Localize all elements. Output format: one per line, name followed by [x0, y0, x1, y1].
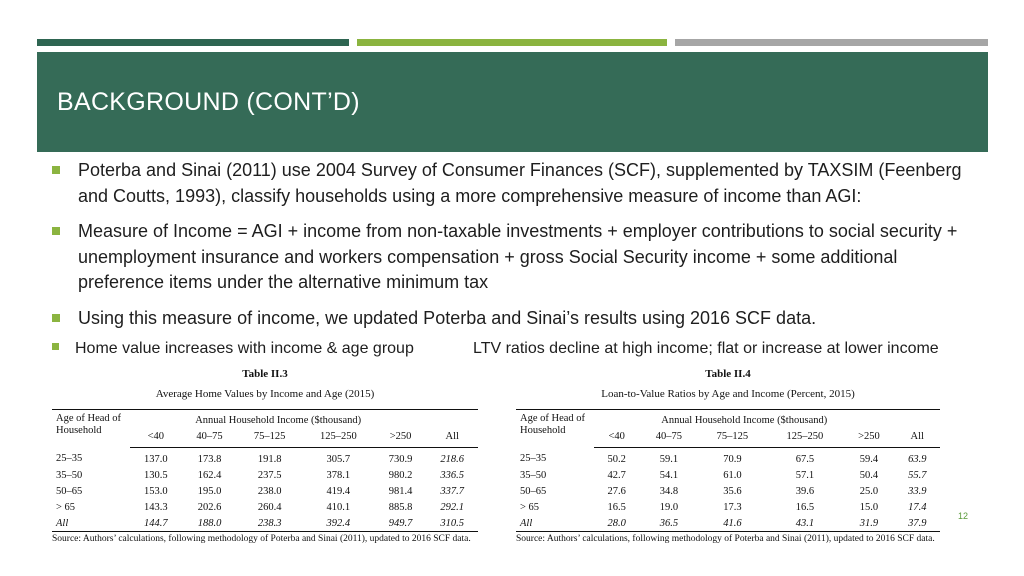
row-header: Age of Head of Household — [52, 410, 130, 448]
table-cell: 17.4 — [908, 501, 927, 513]
table-cell: 310.5 — [426, 515, 478, 532]
table-caption: Loan-to-Value Ratios by Age and Income (Percent, 2015) — [601, 388, 855, 400]
column-header: All — [895, 428, 940, 448]
column-header: >250 — [375, 428, 427, 448]
table-cell: 188.0 — [182, 515, 238, 532]
square-bullet-icon — [52, 314, 60, 322]
table-cell: 218.6 — [440, 453, 464, 465]
table-cell: 70.9 — [723, 453, 742, 465]
right-note — [473, 340, 939, 358]
table-row — [516, 483, 940, 499]
table-source-note: Source: Authors’ calculations, following methodology of Poterba and Sinai (2011), updated to 2016 SCF data. — [52, 534, 471, 544]
table-cell: 36.5 — [639, 515, 698, 532]
table-cell: 27.6 — [607, 485, 626, 497]
table-cell: 16.5 — [795, 501, 815, 513]
row-label: All — [52, 515, 130, 532]
column-header: <40 — [130, 428, 182, 448]
table-number: Table II.3 — [242, 368, 288, 380]
bullet-item — [52, 306, 972, 332]
table-row — [516, 499, 940, 515]
table-cell: 61.0 — [723, 469, 742, 481]
table-cell: 885.8 — [388, 501, 413, 513]
table-cell: 238.3 — [237, 515, 301, 532]
row-label: 35–50 — [520, 469, 547, 481]
table-cell: 378.1 — [326, 469, 351, 481]
square-bullet-icon — [52, 166, 60, 174]
table-cell: 292.1 — [440, 501, 464, 513]
table-cell: 144.7 — [130, 515, 182, 532]
table-home-values — [52, 368, 478, 544]
bullet-text: Measure of Income = AGI + income from non-taxable investments + employer contributions to social security + unemployment insurance and workers compensation + gross Social Security income + some additional preference items under the alternative minimum tax — [78, 221, 958, 292]
column-header: 40–75 — [639, 428, 698, 448]
table-cell: 981.4 — [388, 485, 413, 497]
table-row — [516, 448, 940, 468]
table-cell: 17.3 — [723, 501, 742, 513]
table-cell: 260.4 — [257, 501, 282, 513]
table-cell: 16.5 — [607, 501, 626, 513]
table-cell: 50.4 — [859, 469, 879, 481]
row-label: 35–50 — [56, 469, 83, 481]
table-cell: 19.0 — [659, 501, 679, 513]
table-cell: 191.8 — [257, 453, 282, 465]
table-row-total — [52, 515, 478, 532]
column-header: 125–250 — [766, 428, 843, 448]
data-table — [516, 409, 940, 532]
table-cell: 137.0 — [143, 453, 168, 465]
table-cell: 419.4 — [326, 485, 351, 497]
table-cell: 980.2 — [388, 469, 413, 481]
table-cell: 42.7 — [607, 469, 626, 481]
top-accent-bar-dark-green — [37, 39, 349, 46]
table-cell: 392.4 — [302, 515, 375, 532]
table-cell: 15.0 — [859, 501, 879, 513]
column-header: 125–250 — [302, 428, 375, 448]
table-row — [52, 499, 478, 515]
bullet-item — [52, 219, 972, 296]
row-header: Age of Head of Household — [516, 410, 594, 448]
table-cell: 173.8 — [197, 453, 222, 465]
table-cell: 67.5 — [795, 453, 815, 465]
table-cell: 59.4 — [859, 453, 879, 465]
row-label: 50–65 — [56, 485, 83, 497]
square-bullet-icon — [52, 343, 59, 350]
table-cell: 57.1 — [795, 469, 815, 481]
table-row — [52, 448, 478, 468]
table-cell: 237.5 — [257, 469, 282, 481]
table-cell: 162.4 — [197, 469, 222, 481]
table-cell: 50.2 — [607, 453, 626, 465]
table-cell: 55.7 — [908, 469, 927, 481]
table-cell: 28.0 — [594, 515, 639, 532]
table-row — [52, 483, 478, 499]
title-banner — [37, 52, 988, 152]
page-number: 12 — [958, 511, 969, 521]
table-cell: 35.6 — [723, 485, 742, 497]
table-cell: 143.3 — [143, 501, 168, 513]
bullet-text: Poterba and Sinai (2011) use 2004 Survey of Consumer Finances (SCF), supplemented by TAXSIM (Feenberg and Coutts, 1993), classify households using a more comprehensive measure of income than AGI: — [78, 160, 962, 206]
table-cell: 336.5 — [440, 469, 464, 481]
table-cell: 305.7 — [326, 453, 351, 465]
table-cell: 33.9 — [908, 485, 927, 497]
row-label: > 65 — [56, 501, 76, 513]
column-header: All — [426, 428, 478, 448]
left-note-text: Home value increases with income & age group — [75, 340, 414, 357]
column-header: >250 — [843, 428, 894, 448]
row-label: 25–35 — [56, 453, 83, 465]
table-cell: 39.6 — [795, 485, 815, 497]
table-cell: 63.9 — [908, 453, 927, 465]
table-cell: 34.8 — [659, 485, 679, 497]
column-header: <40 — [594, 428, 639, 448]
bullet-list — [52, 158, 972, 341]
column-header: 40–75 — [182, 428, 238, 448]
table-cell: 153.0 — [143, 485, 168, 497]
top-accent-bar-gray — [675, 39, 988, 46]
table-cell: 337.7 — [440, 485, 464, 497]
table-cell: 37.9 — [895, 515, 940, 532]
left-note — [52, 340, 414, 358]
row-label: 50–65 — [520, 485, 547, 497]
table-cell: 54.1 — [659, 469, 679, 481]
table-cell: 410.1 — [326, 501, 351, 513]
table-row-total — [516, 515, 940, 532]
column-header: 75–125 — [237, 428, 301, 448]
table-cell: 31.9 — [843, 515, 894, 532]
top-accent-bar-light-green — [357, 39, 667, 46]
square-bullet-icon — [52, 227, 60, 235]
table-caption: Average Home Values by Income and Age (2015) — [155, 388, 375, 400]
table-cell: 238.0 — [257, 485, 282, 497]
slide-title: BACKGROUND (CONT’D) — [57, 88, 360, 116]
row-label: > 65 — [520, 501, 540, 513]
table-cell: 41.6 — [698, 515, 766, 532]
table-ltv-ratios — [516, 368, 940, 544]
row-label: 25–35 — [520, 453, 547, 465]
table-cell: 949.7 — [375, 515, 427, 532]
column-group-header: Annual Household Income ($thousand) — [594, 410, 895, 429]
table-row — [516, 467, 940, 483]
table-number: Table II.4 — [705, 368, 751, 380]
table-cell: 130.5 — [143, 469, 168, 481]
table-cell: 25.0 — [859, 485, 879, 497]
bullet-text: Using this measure of income, we updated Poterba and Sinai’s results using 2016 SCF data. — [78, 307, 817, 328]
table-cell: 59.1 — [659, 453, 679, 465]
table-row — [52, 467, 478, 483]
table-cell: 202.6 — [197, 501, 222, 513]
table-cell: 195.0 — [197, 485, 222, 497]
data-table — [52, 409, 478, 532]
table-source-note: Source: Authors’ calculations, following methodology of Poterba and Sinai (2011), updated to 2016 SCF data. — [516, 534, 935, 544]
table-cell: 730.9 — [388, 453, 413, 465]
bullet-item — [52, 158, 972, 209]
column-header: 75–125 — [698, 428, 766, 448]
right-note-text: LTV ratios decline at high income; flat or increase at lower income — [473, 340, 939, 357]
table-cell: 43.1 — [766, 515, 843, 532]
row-label: All — [516, 515, 594, 532]
column-group-header: Annual Household Income ($thousand) — [130, 410, 426, 429]
